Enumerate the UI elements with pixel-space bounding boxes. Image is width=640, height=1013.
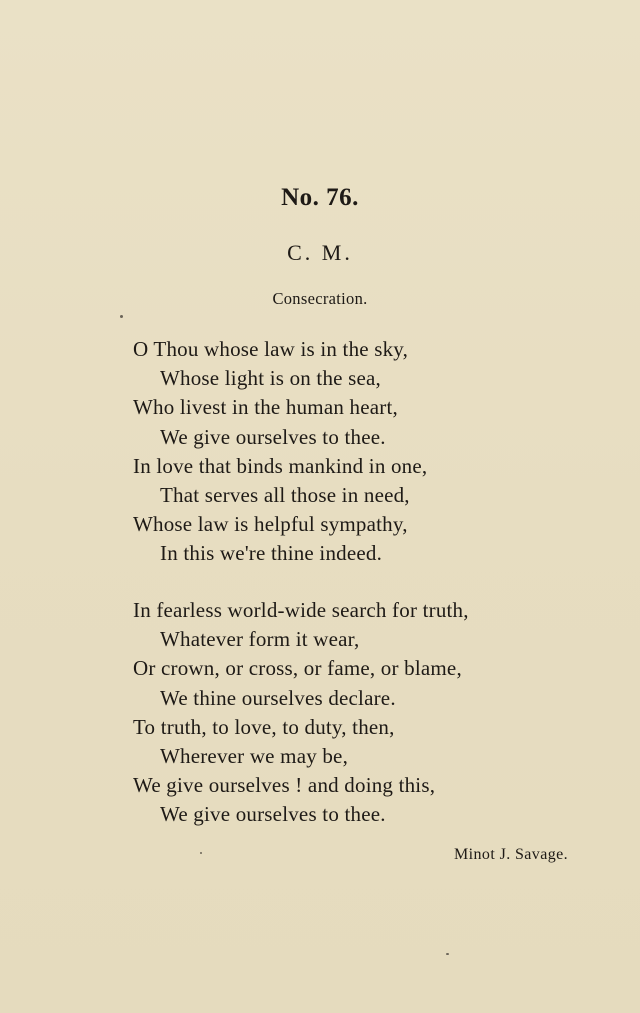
verse-line: Whose law is helpful sympathy, (133, 512, 408, 537)
stanza-2 (133, 596, 469, 830)
verse-line: Who livest in the human heart, (133, 395, 398, 420)
stanza-1 (133, 335, 427, 569)
verse-line: Whose light is on the sea, (160, 366, 381, 391)
hymn-number: No. 76. (281, 184, 359, 211)
verse-line: We thine ourselves declare. (160, 685, 396, 710)
verse-line: We give ourselves to thee. (160, 802, 386, 827)
verse-line: Whatever form it wear, (160, 627, 360, 652)
verse-line: O Thou whose law is in the sky, (133, 337, 409, 361)
paper-speck (446, 953, 449, 955)
verse-line: Wherever we may be, (160, 743, 349, 768)
verse-line: In this we're thine indeed. (160, 541, 383, 566)
verse-line: In fearless world-wide search for truth, (133, 598, 469, 622)
paper-speck (200, 852, 202, 854)
verse-line: That serves all those in need, (160, 482, 410, 507)
verse-line: We give ourselves to thee. (160, 424, 386, 449)
paper-speck (120, 315, 123, 318)
hymn-meter: C. M. (287, 240, 353, 265)
verse-line: In love that binds mankind in one, (133, 453, 428, 478)
verse-line: To truth, to love, to duty, then, (133, 714, 395, 739)
verse-line: We give ourselves ! and doing this, (133, 773, 436, 798)
verse-line: Or crown, or cross, or fame, or blame, (133, 656, 462, 681)
hymn-title: Consecration. (272, 289, 368, 308)
hymn-author: Minot J. Savage. (454, 846, 568, 863)
